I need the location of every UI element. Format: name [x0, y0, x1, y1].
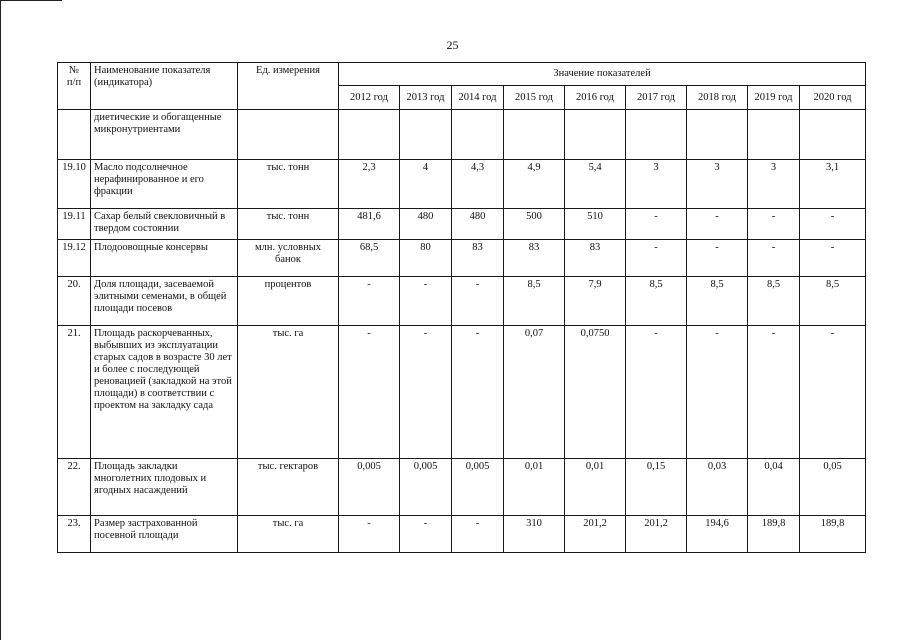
indicator-name-cell: диетические и обогащенные микронутриентами — [91, 110, 238, 160]
value-cell: - — [748, 326, 800, 459]
value-cell: - — [687, 209, 748, 240]
value-cell — [687, 110, 748, 160]
values-group-header: Значение показателей — [339, 63, 866, 86]
unit-cell — [238, 110, 339, 160]
value-cell: 8,5 — [626, 277, 687, 326]
unit-cell: тыс. га — [238, 326, 339, 459]
indicator-name-cell: Сахар белый свекловичный в твердом состоянии — [91, 209, 238, 240]
value-cell: 4,9 — [504, 160, 565, 209]
value-cell — [504, 110, 565, 160]
row-number-cell: 19.11 — [58, 209, 91, 240]
table-row — [58, 326, 866, 459]
year-column-header: 2018 год — [687, 86, 748, 110]
value-cell — [565, 110, 626, 160]
row-number-cell: 22. — [58, 459, 91, 516]
value-cell: 480 — [400, 209, 452, 240]
value-cell: 68,5 — [339, 240, 400, 277]
value-cell: - — [626, 240, 687, 277]
value-cell: 0,04 — [748, 459, 800, 516]
year-column-header: 2016 год — [565, 86, 626, 110]
value-cell: 80 — [400, 240, 452, 277]
unit-column-header: Ед. измерения — [238, 63, 339, 110]
year-column-header: 2020 год — [800, 86, 866, 110]
table-body — [58, 110, 866, 553]
value-cell: 3 — [748, 160, 800, 209]
unit-cell: тыс. гектаров — [238, 459, 339, 516]
value-cell: - — [339, 516, 400, 553]
value-cell: - — [452, 326, 504, 459]
table-row — [58, 516, 866, 553]
value-cell: 8,5 — [800, 277, 866, 326]
value-cell: - — [400, 516, 452, 553]
value-cell: - — [748, 240, 800, 277]
indicator-name-cell: Доля площади, засеваемой элитными семенами, в общей площади посевов — [91, 277, 238, 326]
value-cell: 5,4 — [565, 160, 626, 209]
table-header — [58, 63, 866, 110]
value-cell: 481,6 — [339, 209, 400, 240]
value-cell: 0,01 — [565, 459, 626, 516]
indicator-name-cell: Площадь закладки многолетних плодовых и ягодных насаждений — [91, 459, 238, 516]
indicator-name-cell: Масло подсолнечное нерафинированное и его фракции — [91, 160, 238, 209]
year-column-header: 2017 год — [626, 86, 687, 110]
value-cell: 0,0750 — [565, 326, 626, 459]
value-cell: 2,3 — [339, 160, 400, 209]
value-cell: 83 — [504, 240, 565, 277]
row-number-cell: 19.10 — [58, 160, 91, 209]
value-cell: 4 — [400, 160, 452, 209]
value-cell: - — [339, 326, 400, 459]
row-number-cell: 23. — [58, 516, 91, 553]
unit-cell: тыс. га — [238, 516, 339, 553]
table-row — [58, 209, 866, 240]
year-column-header: 2013 год — [400, 86, 452, 110]
value-cell: 7,9 — [565, 277, 626, 326]
value-cell: - — [626, 326, 687, 459]
table-row — [58, 240, 866, 277]
year-column-header: 2012 год — [339, 86, 400, 110]
value-cell: - — [800, 326, 866, 459]
unit-cell: тыс. тонн — [238, 209, 339, 240]
value-cell — [452, 110, 504, 160]
value-cell: 0,05 — [800, 459, 866, 516]
indicator-name-cell: Плодоовощные консервы — [91, 240, 238, 277]
year-column-header: 2014 год — [452, 86, 504, 110]
scan-edge-top — [0, 0, 62, 1]
value-cell: 201,2 — [626, 516, 687, 553]
table-row — [58, 459, 866, 516]
value-cell: 4,3 — [452, 160, 504, 209]
row-number-cell: 21. — [58, 326, 91, 459]
indicator-name-cell: Размер застрахованной посевной площади — [91, 516, 238, 553]
value-cell: 201,2 — [565, 516, 626, 553]
value-cell — [339, 110, 400, 160]
unit-cell: млн. условных банок — [238, 240, 339, 277]
value-cell: 0,005 — [452, 459, 504, 516]
value-cell: - — [339, 277, 400, 326]
value-cell: 480 — [452, 209, 504, 240]
value-cell: 3,1 — [800, 160, 866, 209]
value-cell: 8,5 — [687, 277, 748, 326]
value-cell: 194,6 — [687, 516, 748, 553]
value-cell: - — [626, 209, 687, 240]
value-cell: - — [687, 240, 748, 277]
scan-edge-left — [0, 0, 1, 640]
value-cell — [400, 110, 452, 160]
table-row — [58, 277, 866, 326]
value-cell: 3 — [626, 160, 687, 209]
value-cell: 0,15 — [626, 459, 687, 516]
value-cell: 0,005 — [400, 459, 452, 516]
unit-cell: тыс. тонн — [238, 160, 339, 209]
table-row — [58, 110, 866, 160]
year-column-header: 2019 год — [748, 86, 800, 110]
value-cell: 0,01 — [504, 459, 565, 516]
row-number-cell: 20. — [58, 277, 91, 326]
value-cell: - — [748, 209, 800, 240]
row-number-cell: 19.12 — [58, 240, 91, 277]
value-cell: 8,5 — [504, 277, 565, 326]
page-number: 25 — [446, 38, 459, 52]
value-cell: 189,8 — [800, 516, 866, 553]
name-column-header: Наименование показателя (индикатора) — [91, 63, 238, 110]
value-cell: 0,07 — [504, 326, 565, 459]
value-cell: - — [800, 209, 866, 240]
value-cell: - — [800, 240, 866, 277]
indicator-name-cell: Площадь раскорчеванных, выбывших из эксплуатации старых садов в возрасте 30 лет и более с последующей реновацией (закладкой на этой площади) в соответствии с проектом на закладку сада — [91, 326, 238, 459]
num-column-header: № п/п — [58, 63, 91, 110]
unit-cell: процентов — [238, 277, 339, 326]
value-cell: 189,8 — [748, 516, 800, 553]
value-cell: 500 — [504, 209, 565, 240]
indicators-table — [57, 62, 866, 553]
value-cell: - — [687, 326, 748, 459]
value-cell: - — [400, 326, 452, 459]
value-cell — [626, 110, 687, 160]
value-cell — [748, 110, 800, 160]
row-number-cell — [58, 110, 91, 160]
value-cell: - — [452, 516, 504, 553]
value-cell: 0,005 — [339, 459, 400, 516]
year-column-header: 2015 год — [504, 86, 565, 110]
value-cell: 510 — [565, 209, 626, 240]
value-cell: - — [452, 277, 504, 326]
value-cell: 3 — [687, 160, 748, 209]
table-row — [58, 160, 866, 209]
value-cell: - — [400, 277, 452, 326]
value-cell: 8,5 — [748, 277, 800, 326]
value-cell: 0,03 — [687, 459, 748, 516]
value-cell: 83 — [452, 240, 504, 277]
value-cell — [800, 110, 866, 160]
value-cell: 310 — [504, 516, 565, 553]
value-cell: 83 — [565, 240, 626, 277]
